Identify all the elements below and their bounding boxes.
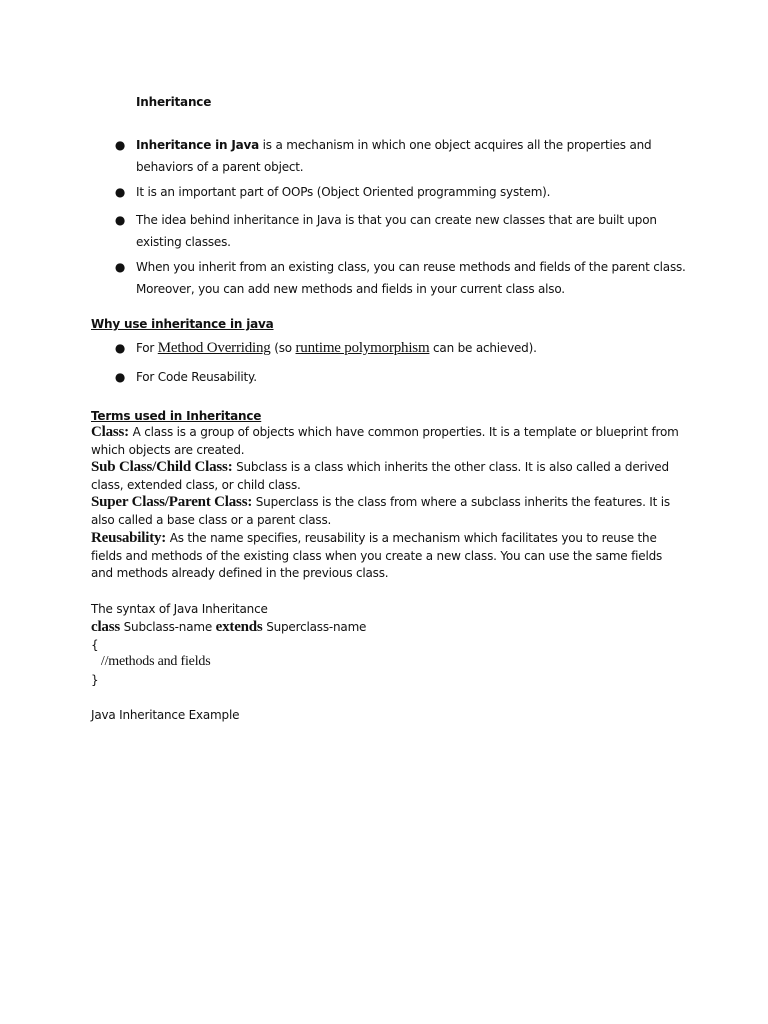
term-name: Reusability: xyxy=(91,530,167,546)
term-name: Sub Class/Child Class: xyxy=(91,459,233,475)
bullet-bold-text: Inheritance in Java xyxy=(136,138,260,152)
keyword-extends: extends xyxy=(215,619,263,635)
list-item xyxy=(114,256,688,300)
list-item xyxy=(114,337,688,359)
list-item xyxy=(114,134,688,178)
superclass-name: Superclass-name xyxy=(262,620,367,634)
bullet-text: It is an important part of OOPs (Object Oriented programming system). xyxy=(136,185,551,199)
term-text: Superclass is the class from where a subclass inherits the features. It is also called a base class or a parent class. xyxy=(91,495,670,527)
bullet-dot: ● xyxy=(114,341,126,355)
list-item xyxy=(114,181,688,203)
why-item-mid: (so xyxy=(270,341,296,355)
bullet-text: is a mechanism in which one object acquires all the properties and behaviors of a parent object. xyxy=(136,138,652,174)
section-heading-why: Why use inheritance in java xyxy=(91,317,274,331)
term-text: A class is a group of objects which have common properties. It is a template or blueprint from which objects are created. xyxy=(91,425,679,457)
bullet-dot: ● xyxy=(114,260,126,274)
term-superclass xyxy=(91,494,681,529)
method-overriding-link[interactable]: Method Overriding xyxy=(157,340,271,356)
list-item xyxy=(114,366,688,388)
syntax-heading: The syntax of Java Inheritance xyxy=(91,602,268,616)
why-item-prefix: For xyxy=(136,341,158,355)
term-text: As the name specifies, reusability is a mechanism which facilitates you to reuse the fields and methods of the existing class when you create a new class. You can use the same fields and methods already defined in the previous class. xyxy=(91,531,663,580)
section-heading-terms: Terms used in Inheritance xyxy=(91,409,262,423)
subclass-name: Subclass-name xyxy=(120,620,216,634)
open-brace: { xyxy=(91,638,99,652)
bullet-dot: ● xyxy=(114,185,126,199)
term-subclass xyxy=(91,459,681,494)
bullet-dot: ● xyxy=(114,213,126,227)
term-text: Subclass is a class which inherits the other class. It is also called a derived class, extended class, or child class. xyxy=(91,460,669,492)
page-title: Inheritance xyxy=(136,95,212,109)
term-class xyxy=(91,424,681,459)
list-item xyxy=(114,209,688,253)
runtime-polymorphism-link[interactable]: runtime polymorphism xyxy=(295,340,430,356)
bullet-dot: ● xyxy=(114,138,126,152)
why-item-text: For Code Reusability. xyxy=(136,370,257,384)
bullet-dot: ● xyxy=(114,370,126,384)
why-item-suffix: can be achieved). xyxy=(429,341,537,355)
term-name: Class: xyxy=(91,424,129,440)
bullet-text: When you inherit from an existing class, you can reuse methods and fields of the parent class. Moreover, you can add new methods and fields in your current class also. xyxy=(136,260,686,296)
term-name: Super Class/Parent Class: xyxy=(91,494,253,510)
bullet-text: The idea behind inheritance in Java is that you can create new classes that are built upon existing classes. xyxy=(136,213,657,249)
syntax-comment: //methods and fields xyxy=(91,654,211,669)
term-reusability xyxy=(91,530,681,583)
keyword-class: class xyxy=(91,619,121,635)
example-heading: Java Inheritance Example xyxy=(91,708,240,722)
syntax-line xyxy=(91,618,366,636)
close-brace: } xyxy=(91,673,99,687)
